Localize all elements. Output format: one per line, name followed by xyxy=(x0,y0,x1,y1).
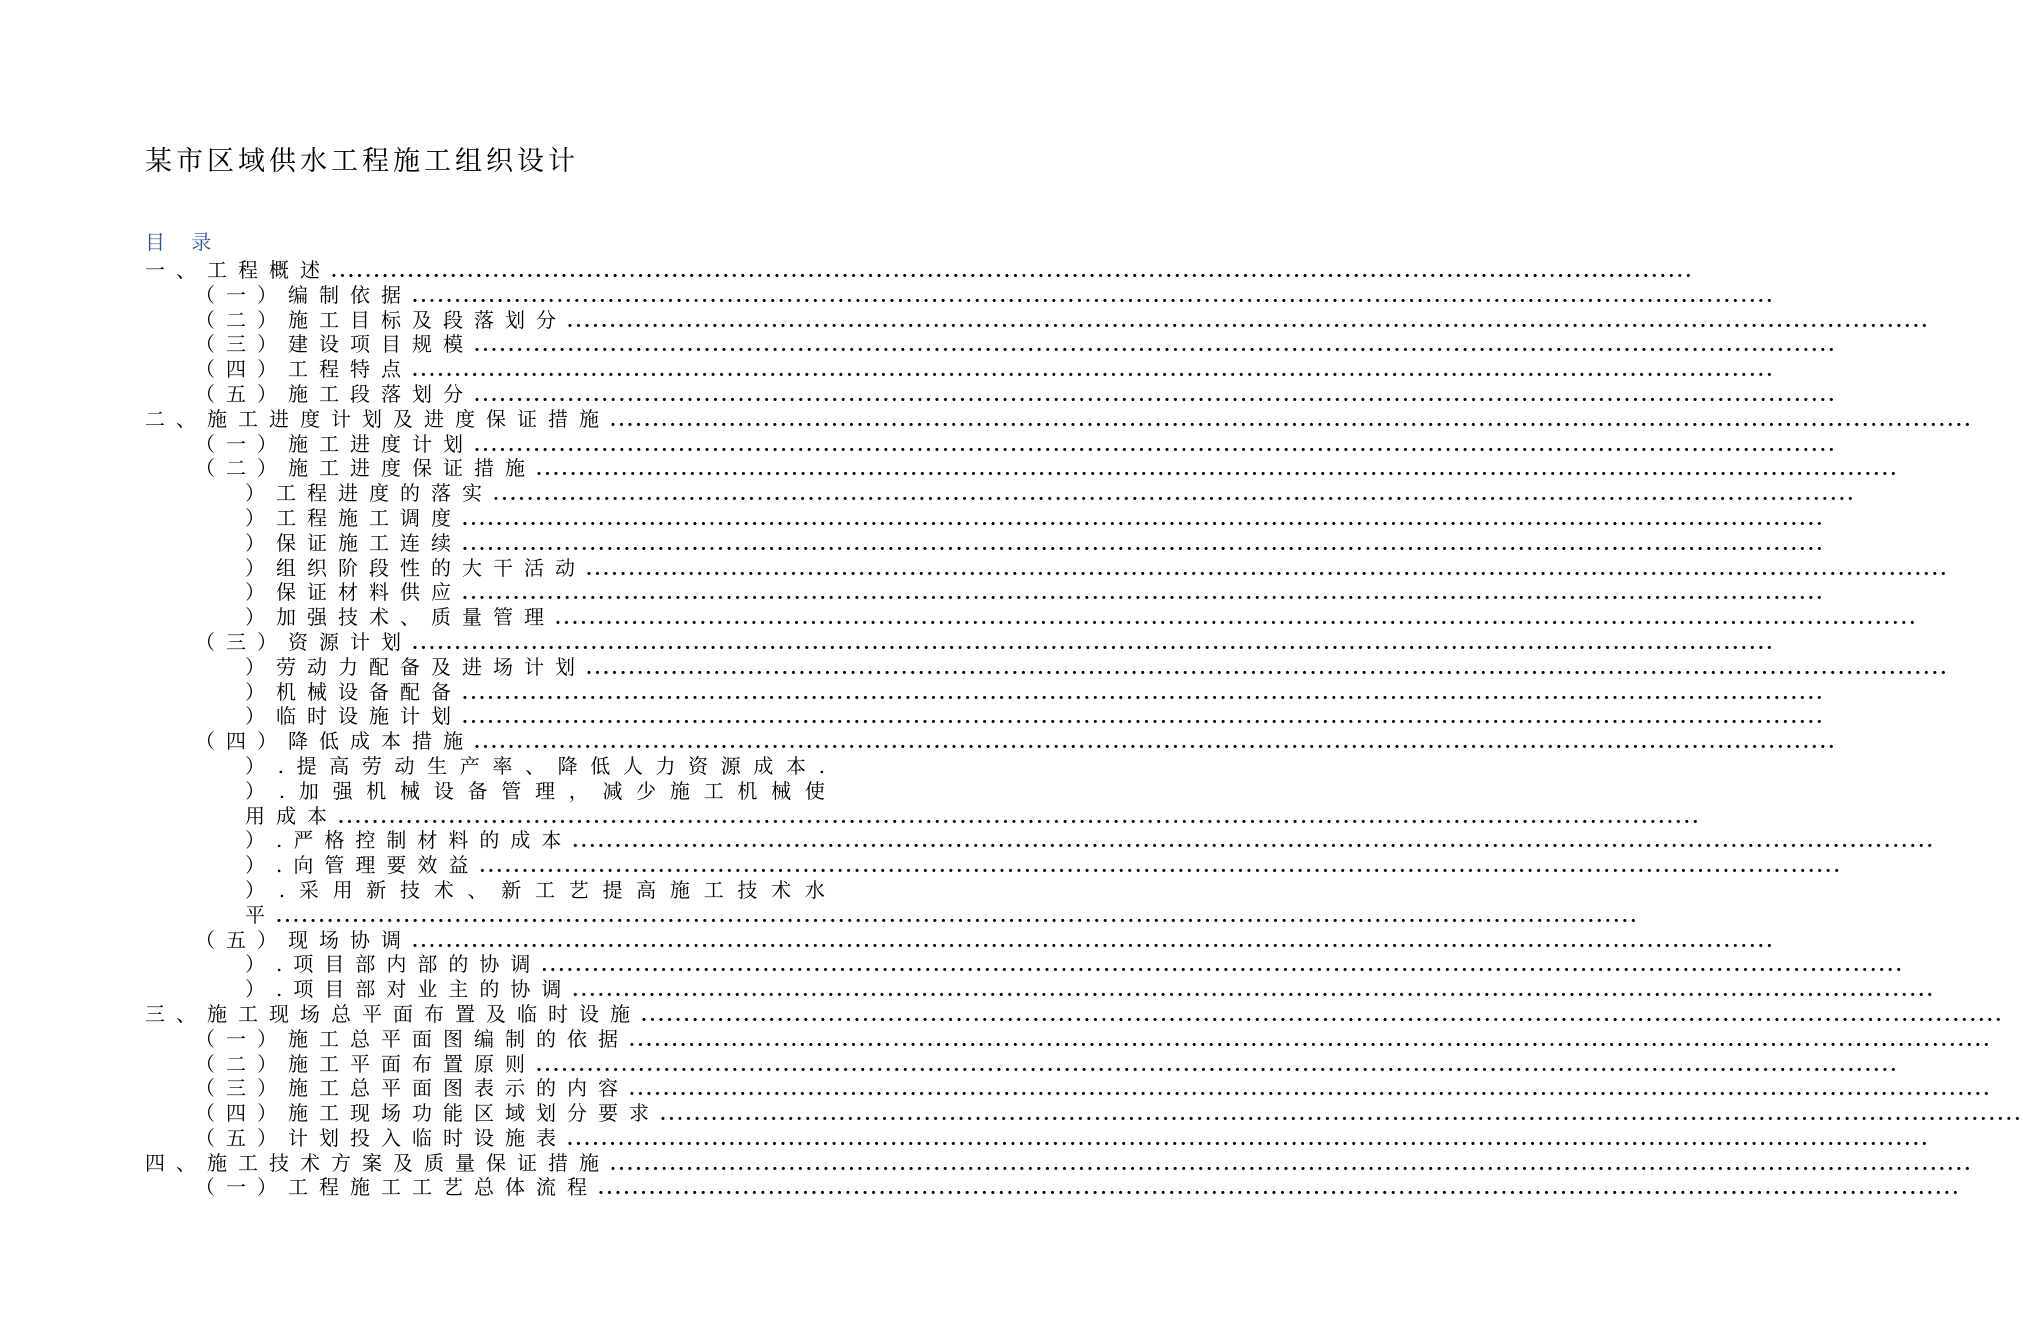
toc-entry[interactable] xyxy=(145,505,1825,531)
toc-entry[interactable] xyxy=(145,381,1837,407)
toc-entry[interactable] xyxy=(145,1101,2023,1126)
toc-entry-text: ） . 采 用 新 技 术 、 新 工 艺 提 高 施 工 技 术 水 xyxy=(245,877,825,902)
toc-entry[interactable] xyxy=(145,332,1837,357)
toc-entry[interactable] xyxy=(145,828,1936,853)
toc-entry[interactable] xyxy=(145,431,1837,457)
toc-entry[interactable] xyxy=(145,704,1825,729)
toc-entry-text: （五）现场协调 xyxy=(195,927,412,952)
toc-entry-text: （一）工程施工工艺总体流程 xyxy=(195,1175,598,1200)
toc-entry[interactable] xyxy=(145,1026,1992,1052)
toc-dot-leader: ................................................................................................................................................................ xyxy=(586,559,1949,580)
toc-entry[interactable] xyxy=(145,977,1936,1002)
toc-entry-text: （三）建设项目规模 xyxy=(195,332,474,357)
toc-entry[interactable] xyxy=(145,1125,1930,1151)
toc-dot-leader: ................................................................................................................................................................ xyxy=(660,1105,2023,1126)
toc-entry[interactable] xyxy=(145,878,825,903)
toc-entry-text: ）.项目部对业主的协调 xyxy=(245,977,573,1002)
toc-entry[interactable] xyxy=(145,679,1825,705)
toc-entry[interactable] xyxy=(145,853,1843,878)
toc-heading: 目 录 xyxy=(145,230,222,254)
toc-dot-leader: ................................................................................................................................................................ xyxy=(567,311,1930,332)
toc-entry[interactable] xyxy=(145,779,825,804)
toc-entry-text: （一）编制依据 xyxy=(195,282,412,307)
toc-entry-text: （二）施工平面布置原则 xyxy=(195,1051,536,1076)
toc-dot-leader: ................................................................................................................................................................ xyxy=(536,460,1899,481)
toc-entry[interactable] xyxy=(145,754,825,779)
toc-entry[interactable] xyxy=(145,1175,1961,1200)
toc-dot-leader: ................................................................................................................................................................ xyxy=(567,1129,1930,1150)
toc-entry-text: ）保证施工连续 xyxy=(245,530,462,555)
toc-entry[interactable] xyxy=(145,456,1899,481)
toc-entry[interactable] xyxy=(145,654,1949,680)
document-title: 某市区域供水工程施工组织设计 xyxy=(145,146,579,177)
toc-entry-text: 用成本 xyxy=(245,803,338,828)
toc-entry[interactable] xyxy=(145,530,1825,556)
toc-dot-leader: ................................................................................................................................................................ xyxy=(462,509,1825,530)
toc-entry-text: ）.向管理要效益 xyxy=(245,853,480,878)
toc-entry[interactable] xyxy=(145,307,1930,333)
toc-entry-text: （二）施工进度保证措施 xyxy=(195,456,536,481)
toc-entry-text: （四）降低成本措施 xyxy=(195,729,474,754)
toc-entry[interactable] xyxy=(145,605,1918,630)
toc-entry-text: （一）施工进度计划 xyxy=(195,431,474,456)
toc-entry-text: 一、工程概述 xyxy=(145,258,331,282)
toc-entry[interactable] xyxy=(145,282,1775,308)
toc-dot-leader: ................................................................................................................................................................ xyxy=(412,633,1775,654)
toc-entry-text: ）临时设施计划 xyxy=(245,704,462,729)
toc-dot-leader: ................................................................................................................................................................ xyxy=(541,956,1905,977)
toc-dot-leader: ................................................................................................................................................................ xyxy=(536,1055,1899,1076)
toc-dot-leader: ................................................................................................................................................................ xyxy=(474,385,1837,406)
toc-entry-text: ）保证材料供应 xyxy=(245,580,462,605)
toc-dot-leader: ................................................................................................................................................................ xyxy=(462,708,1825,729)
toc-dot-leader: ................................................................................................................................................................ xyxy=(412,361,1775,382)
toc-entry[interactable] xyxy=(145,902,1639,928)
toc-dot-leader: ................................................................................................................................................................ xyxy=(598,1179,1961,1200)
toc-dot-leader: ................................................................................................................................................................ xyxy=(462,683,1825,704)
toc-entry[interactable] xyxy=(145,481,1856,506)
toc-entry-text: ）工程进度的落实 xyxy=(245,481,493,506)
toc-entry-text: ）加强技术、质量管理 xyxy=(245,605,555,630)
toc-entry[interactable] xyxy=(145,803,1701,829)
toc-entry-text: ）组织阶段性的大干活动 xyxy=(245,555,586,580)
toc-dot-leader: ................................................................................................................................................................ xyxy=(629,1080,1992,1101)
toc-dot-leader: ................................................................................................................................................................ xyxy=(474,733,1837,754)
toc-entry-text: （二）施工目标及段落划分 xyxy=(195,307,567,332)
toc-entry[interactable] xyxy=(145,1150,1973,1176)
toc-dot-leader: ................................................................................................................................................................ xyxy=(641,1005,2004,1026)
toc-entry-text: ）机械设备配备 xyxy=(245,679,462,704)
toc-entry-text: （四）施工现场功能区域划分要求 xyxy=(195,1101,660,1126)
toc-entry[interactable] xyxy=(145,952,1905,977)
toc-entry-text: ） . 加 强 机 械 设 备 管 理 ， 减 少 施 工 机 械 使 xyxy=(245,778,825,803)
toc-entry[interactable] xyxy=(145,406,1973,432)
toc-entry-text: ） . 提 高 劳 动 生 产 率 、 降 低 人 力 资 源 成 本 . xyxy=(245,753,825,778)
toc-entry[interactable] xyxy=(145,258,1694,283)
toc-dot-leader: ................................................................................................................................................................ xyxy=(331,262,1694,282)
toc-entry[interactable] xyxy=(145,580,1825,605)
toc-dot-leader: ................................................................................................................................................................ xyxy=(572,981,1936,1002)
toc-dot-leader: ................................................................................................................................................................ xyxy=(479,857,1843,878)
toc-dot-leader: ................................................................................................................................................................ xyxy=(629,1030,1992,1051)
table-of-contents xyxy=(145,258,2023,1200)
toc-dot-leader: ................................................................................................................................................................ xyxy=(412,931,1775,952)
toc-entry[interactable] xyxy=(145,1076,1992,1101)
toc-entry-text: （一）施工总平面图编制的依据 xyxy=(195,1026,629,1051)
toc-dot-leader: ................................................................................................................................................................ xyxy=(555,609,1918,630)
toc-entry[interactable] xyxy=(145,357,1775,382)
toc-dot-leader: ................................................................................................................................................................ xyxy=(493,485,1856,506)
toc-dot-leader: ................................................................................................................................................................ xyxy=(586,658,1949,679)
toc-entry[interactable] xyxy=(145,1001,2004,1027)
toc-entry[interactable] xyxy=(145,555,1949,581)
toc-dot-leader: ................................................................................................................................................................ xyxy=(412,286,1775,307)
toc-entry-text: 平 xyxy=(245,902,276,927)
toc-entry-text: 三、施工现场总平面布置及临时设施 xyxy=(145,1001,641,1026)
toc-entry[interactable] xyxy=(145,729,1837,754)
toc-dot-leader: ................................................................................................................................................................ xyxy=(462,584,1825,605)
toc-entry-text: 四、施工技术方案及质量保证措施 xyxy=(145,1150,610,1175)
toc-dot-leader: ................................................................................................................................................................ xyxy=(474,435,1837,456)
toc-entry-text: ）.严格控制材料的成本 xyxy=(245,828,573,853)
toc-entry-text: （四）工程特点 xyxy=(195,357,412,382)
toc-entry-text: ）劳动力配备及进场计划 xyxy=(245,654,586,679)
toc-dot-leader: ................................................................................................................................................................ xyxy=(276,906,1639,927)
toc-dot-leader: ................................................................................................................................................................ xyxy=(610,410,1973,431)
toc-dot-leader: ................................................................................................................................................................ xyxy=(462,534,1825,555)
toc-dot-leader: ................................................................................................................................................................ xyxy=(610,1154,1973,1175)
toc-entry-text: ）.项目部内部的协调 xyxy=(245,952,542,977)
toc-dot-leader: ................................................................................................................................................................ xyxy=(572,832,1936,853)
toc-entry[interactable] xyxy=(145,927,1775,953)
toc-entry-text: ）工程施工调度 xyxy=(245,505,462,530)
toc-entry-text: （三）施工总平面图表示的内容 xyxy=(195,1076,629,1101)
toc-entry[interactable] xyxy=(145,1051,1899,1077)
toc-entry-text: （五）施工段落划分 xyxy=(195,381,474,406)
toc-dot-leader: ................................................................................................................................................................ xyxy=(338,807,1701,828)
toc-entry[interactable] xyxy=(145,629,1775,655)
toc-entry-text: （五）计划投入临时设施表 xyxy=(195,1125,567,1150)
toc-entry-text: 二、施工进度计划及进度保证措施 xyxy=(145,406,610,431)
toc-dot-leader: ................................................................................................................................................................ xyxy=(474,336,1837,357)
toc-entry-text: （三）资源计划 xyxy=(195,629,412,654)
